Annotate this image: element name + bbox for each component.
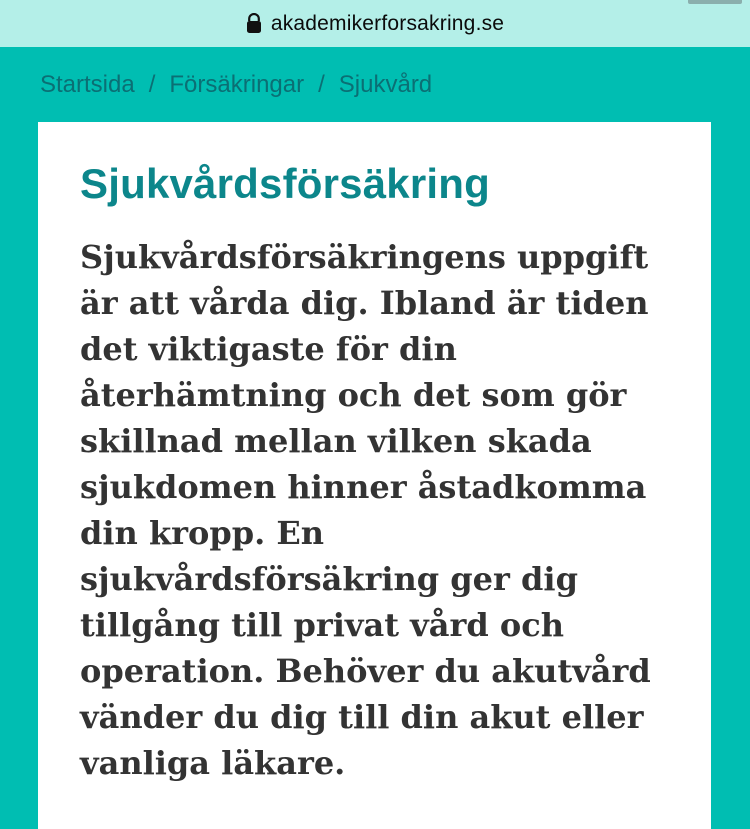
page-title: Sjukvårdsförsäkring (80, 160, 490, 207)
breadcrumb (0, 47, 750, 122)
intro-paragraph: Sjukvårdsförsäkringens uppgift är att vårda dig. Ibland är tiden det viktigaste för din återhämtning och det som gör skillnad mellan vilken skada sjukdomen hinner åstadkomma din kropp. En sjukvårdsförsäkring ger dig tillgång till privat vård och operation. Behöver du akutvård vänder du dig till din akut eller vanliga läkare. (80, 238, 651, 783)
breadcrumb-link-startsida[interactable]: Startsida (40, 70, 135, 98)
breadcrumb-link-sjukvard[interactable]: Sjukvård (338, 70, 433, 98)
browser-url-bar[interactable] (0, 0, 750, 47)
breadcrumb-separator: / (318, 70, 325, 98)
breadcrumb-link-forsakringar[interactable]: Försäkringar (169, 70, 305, 98)
scroll-indicator[interactable] (688, 0, 742, 4)
content-card (38, 122, 711, 829)
url-text[interactable]: akademikerforsakring.se (270, 11, 505, 35)
breadcrumb-separator: / (148, 70, 156, 98)
lock-icon (246, 13, 262, 34)
